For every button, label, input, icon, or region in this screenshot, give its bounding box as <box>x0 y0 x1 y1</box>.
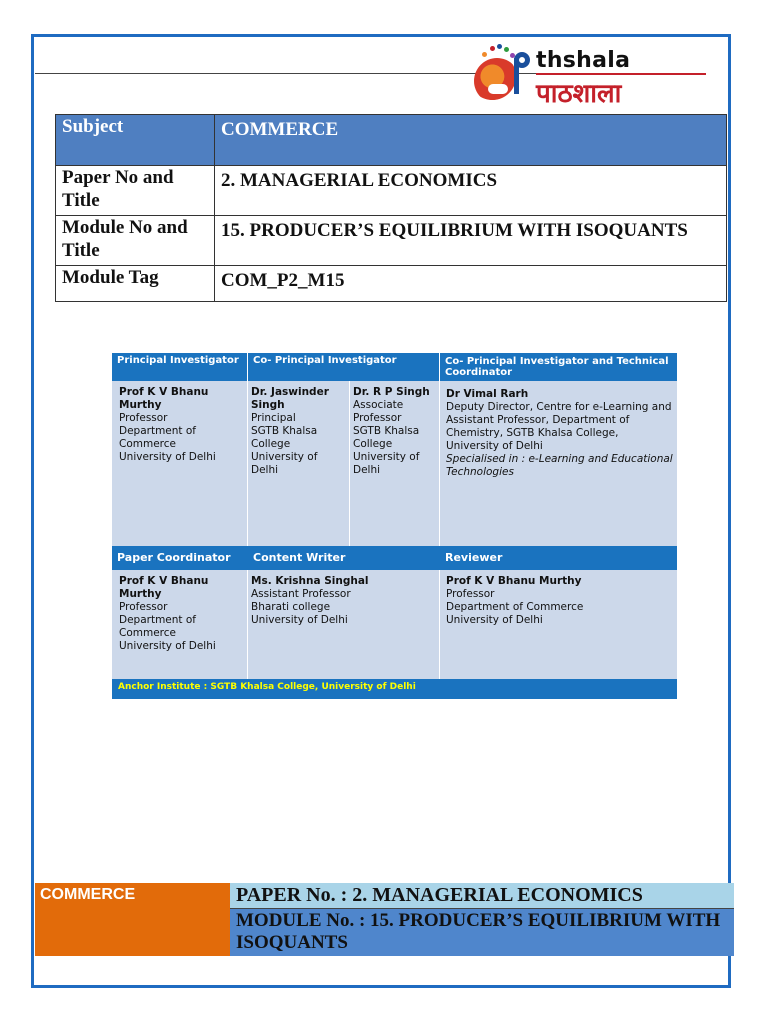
column-divider <box>349 381 350 546</box>
co-principal-1-university: University of Delhi <box>251 451 318 476</box>
logo-wordmark-english: thshala <box>536 48 631 73</box>
principal-investigator-header: Principal Investigator <box>117 355 239 366</box>
principal-investigator-dept: Department of Commerce <box>119 425 196 450</box>
co-principal-2-college: SGTB Khalsa College <box>353 425 420 450</box>
principal-investigator-block <box>119 386 243 464</box>
technical-coordinator-header: Co- Principal Investigator and Technical Coordinator <box>445 356 669 378</box>
paper-coordinator-name: Prof K V Bhanu Murthy <box>119 575 209 600</box>
footer-paper: PAPER No. : 2. MANAGERIAL ECONOMICS <box>230 883 734 909</box>
module-info-table <box>55 114 727 302</box>
subject-value: COMMERCE <box>215 115 727 166</box>
co-principal-1-college: SGTB Khalsa College <box>251 425 318 450</box>
co-principal-1-title: Principal <box>251 412 296 424</box>
paper-coordinator-block <box>119 575 243 653</box>
paper-value: 2. MANAGERIAL ECONOMICS <box>215 166 727 216</box>
page-footer <box>35 883 734 956</box>
co-principal-1-block <box>251 386 347 477</box>
reviewer-name: Prof K V Bhanu Murthy <box>446 575 582 587</box>
module-tag-label: Module Tag <box>56 266 215 302</box>
subject-label: Subject <box>56 115 215 166</box>
principal-investigator-title: Professor <box>119 412 168 424</box>
co-principal-2-university: University of Delhi <box>353 451 420 476</box>
column-divider <box>439 353 440 679</box>
module-tag-value: COM_P2_M15 <box>215 266 727 302</box>
credits-header-bar-top <box>112 353 677 381</box>
co-principal-1-name: Dr. Jaswinder Singh <box>251 386 329 411</box>
module-label: Module No and Title <box>56 216 215 266</box>
table-row <box>56 266 727 302</box>
technical-coordinator-name: Dr Vimal Rarh <box>446 388 529 400</box>
table-row <box>56 166 727 216</box>
reviewer-block <box>446 575 674 627</box>
reviewer-header: Reviewer <box>445 551 503 564</box>
co-principal-2-name: Dr. R P Singh <box>353 386 430 398</box>
logo-wordmark-hindi: पाठशाला <box>536 79 622 109</box>
content-writer-name: Ms. Krishna Singhal <box>251 575 369 587</box>
content-writer-university: University of Delhi <box>251 614 348 626</box>
table-row <box>56 216 727 266</box>
co-principal-2-block <box>353 386 439 477</box>
epathshala-logo <box>472 44 712 110</box>
anchor-institute-text: Anchor Institute : SGTB Khalsa College, University of Delhi <box>118 682 416 692</box>
content-writer-header: Content Writer <box>253 551 346 564</box>
anchor-institute-bar <box>112 679 677 699</box>
technical-coordinator-details: Deputy Director, Centre for e-Learning and Assistant Professor, Department of Chemistry, SGTB Khalsa College, University of Delhi <box>446 401 672 452</box>
module-value: 15. PRODUCER’S EQUILIBRIUM WITH ISOQUANTS <box>215 216 727 266</box>
footer-subject: COMMERCE <box>35 883 230 956</box>
content-writer-block <box>251 575 437 627</box>
footer-module: MODULE No. : 15. PRODUCER’S EQUILIBRIUM WITH ISOQUANTS <box>230 909 734 956</box>
reviewer-dept: Department of Commerce <box>446 601 584 613</box>
paper-coordinator-title: Professor <box>119 601 168 613</box>
principal-investigator-name: Prof K V Bhanu Murthy <box>119 386 209 411</box>
reviewer-title: Professor <box>446 588 495 600</box>
technical-coordinator-block <box>446 388 674 479</box>
credits-box <box>112 353 677 699</box>
paper-coordinator-university: University of Delhi <box>119 640 216 652</box>
paper-coordinator-header: Paper Coordinator <box>117 551 231 564</box>
content-writer-college: Bharati college <box>251 601 331 613</box>
content-writer-title: Assistant Professor <box>251 588 351 600</box>
principal-investigator-university: University of Delhi <box>119 451 216 463</box>
paper-label: Paper No and Title <box>56 166 215 216</box>
technical-coordinator-specialisation: Specialised in : e-Learning and Educational Technologies <box>446 453 673 478</box>
logo-p-mark <box>514 48 534 96</box>
column-divider <box>247 353 248 679</box>
paper-coordinator-dept: Department of Commerce <box>119 614 196 639</box>
reviewer-university: University of Delhi <box>446 614 543 626</box>
credits-header-bar-mid <box>112 546 677 570</box>
header-rule <box>35 73 540 74</box>
co-principal-2-title: Associate Professor <box>353 399 404 424</box>
co-principal-investigator-header: Co- Principal Investigator <box>253 355 397 366</box>
table-row <box>56 115 727 166</box>
